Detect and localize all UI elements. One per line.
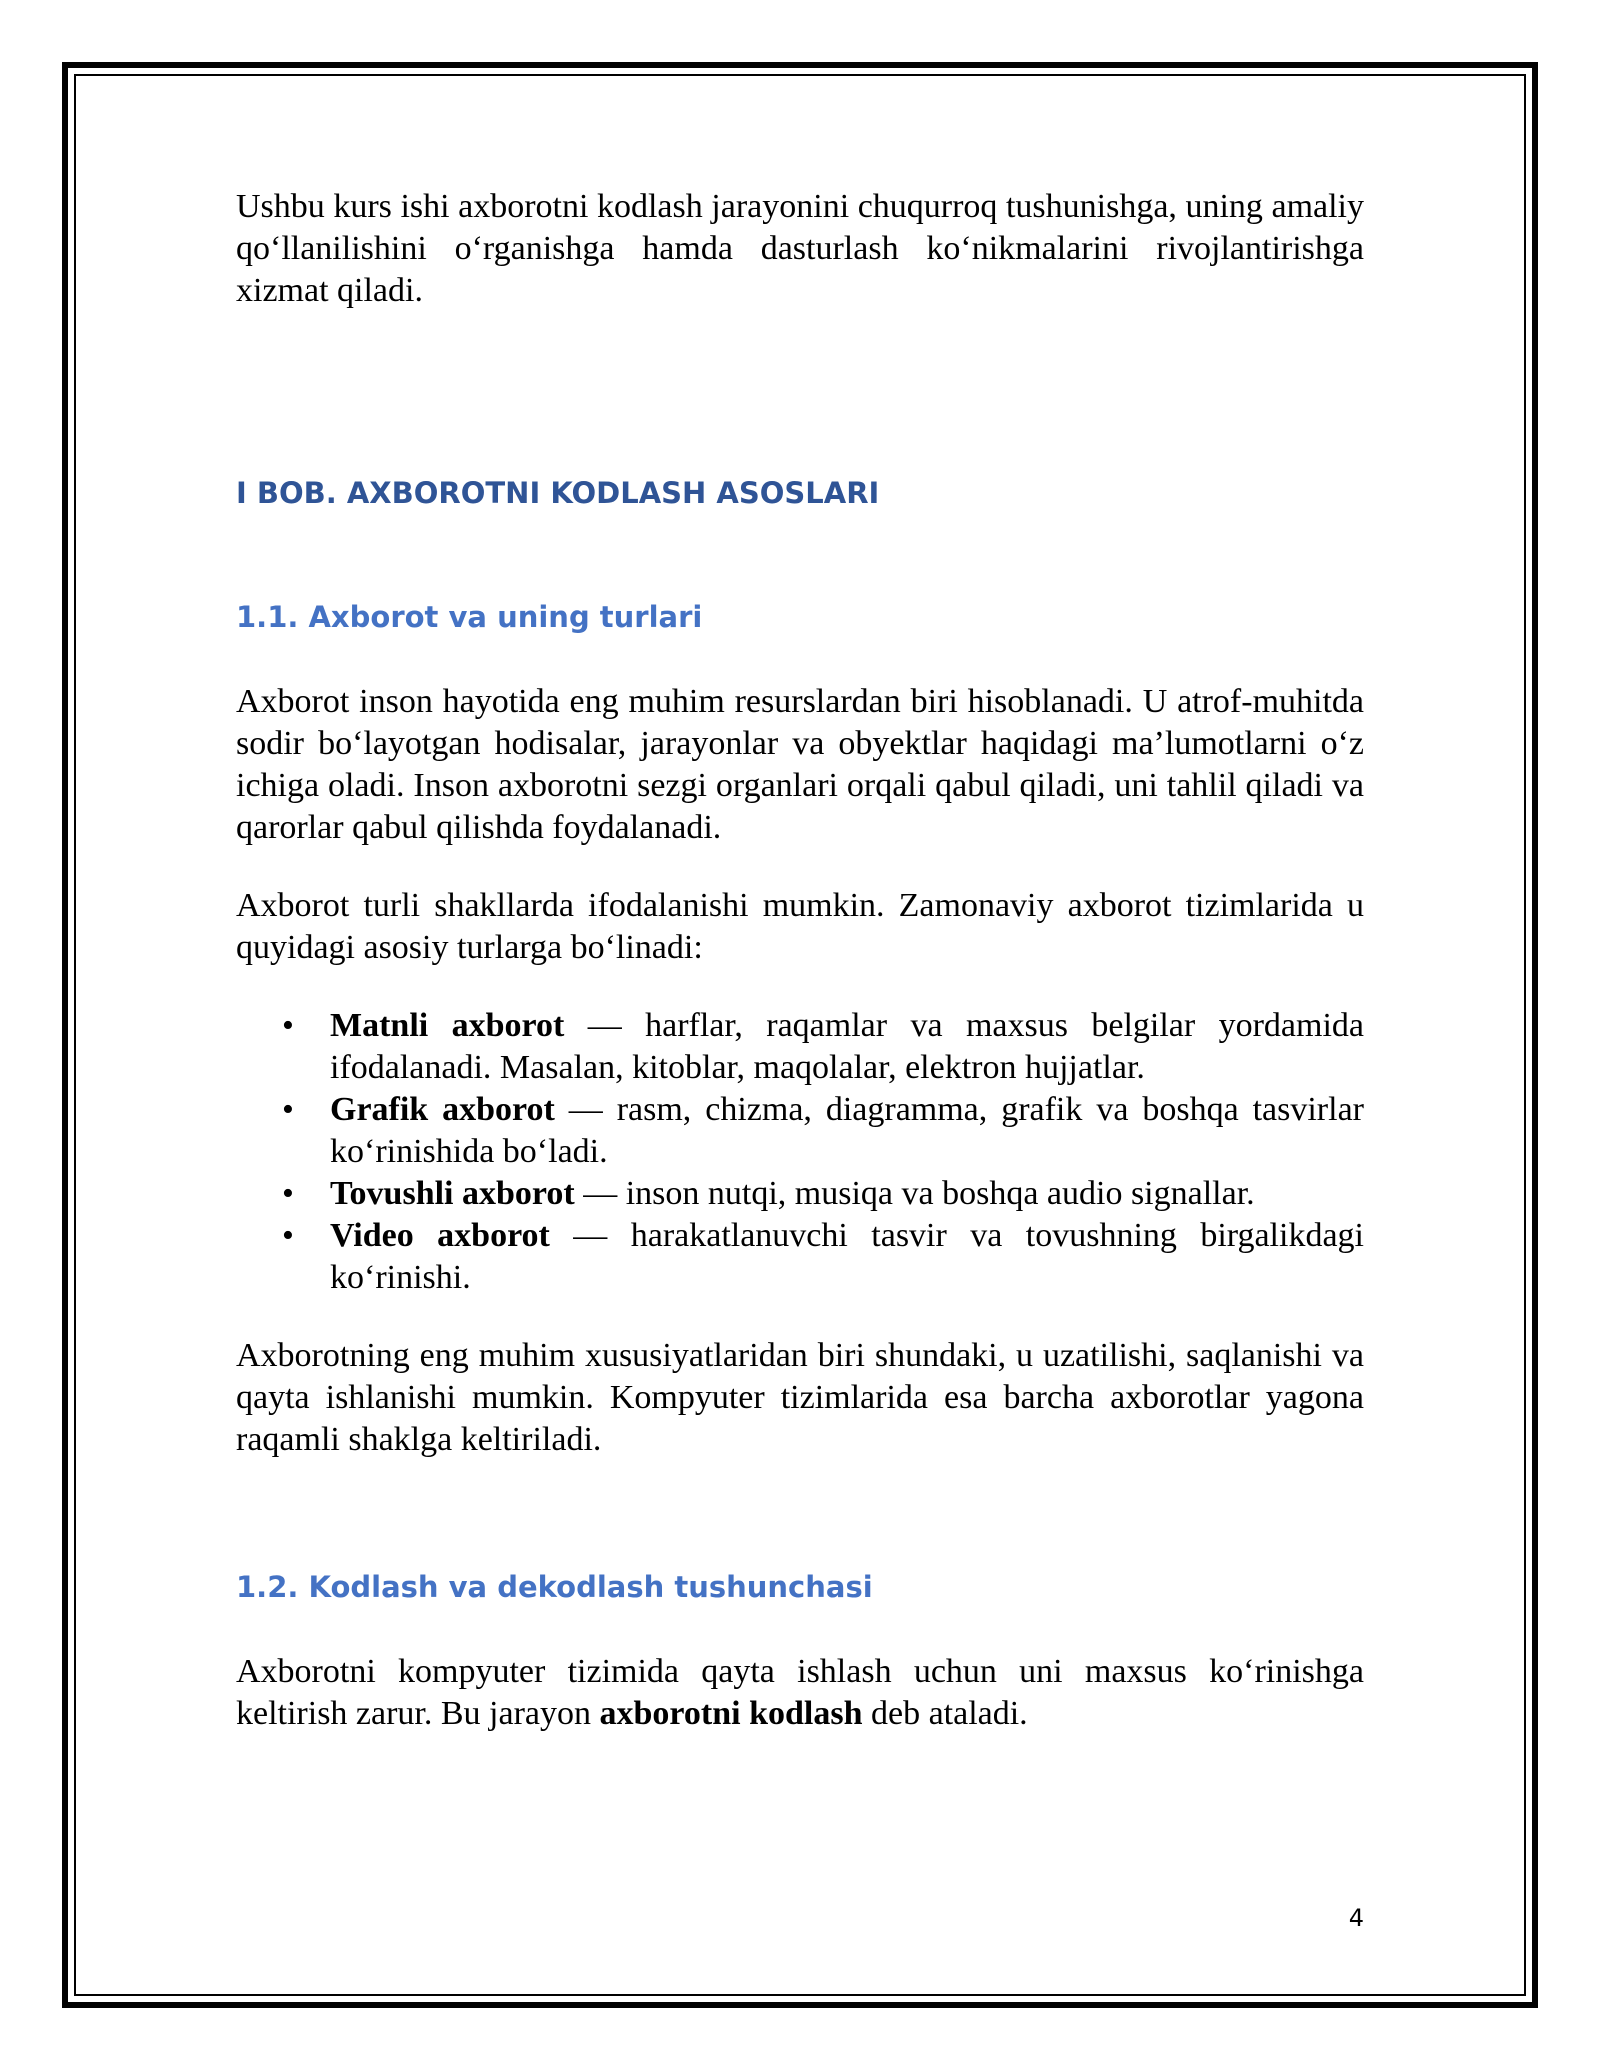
bullet-icon: • [282, 1175, 294, 1212]
list-item-text: — inson nutqi, musiqa va boshqa audio signallar. [574, 1175, 1255, 1212]
list-item [236, 1005, 1364, 1089]
list-item-term: Tovushli axborot [330, 1175, 575, 1212]
paragraph-bold-term: axborotni kodlash [599, 1695, 863, 1732]
list-item [236, 1089, 1364, 1173]
list-item-term: Grafik axborot [330, 1091, 555, 1128]
section-1-1-paragraph-1: Axborot inson hayotida eng muhim resurslardan biri hisoblanadi. U atrof-muhitda sodir bo‘layotgan hodisalar, jarayonlar va obyektlar haqidagi ma’lumotlarni o‘z ichiga oladi. Inson axborotni sezgi organlari orqali qabul qiladi, uni tahlil qiladi va qarorlar qabul qilishda foydalanadi. [236, 683, 1364, 846]
bullet-icon: • [282, 1217, 294, 1254]
section-1-1-paragraph-2: Axborot turli shakllarda ifodalanishi mumkin. Zamonaviy axborot tizimlarida u quyidagi asosiy turlarga bo‘linadi: [236, 887, 1364, 966]
intro-paragraph: Ushbu kurs ishi axborotni kodlash jarayonini chuqurroq tushunishga, uning amaliy qo‘llanilishini o‘rganishga hamda dasturlash ko‘nikmalarini rivojlantirishga xizmat qiladi. [236, 188, 1364, 309]
paragraph-text-part: deb ataladi. [862, 1695, 1028, 1732]
section-1-2-paragraph-1 [236, 1651, 1364, 1735]
chapter-heading: I BOB. AXBOROTNI KODLASH ASOSLARI [236, 476, 880, 510]
list-item [236, 1173, 1364, 1215]
list-item-term: Matnli axborot [330, 1007, 565, 1044]
list-item-text: — rasm, chizma, diagramma, grafik va boshqa tasvirlar ko‘rinishida bo‘ladi. [330, 1091, 1364, 1170]
information-types-list [236, 1005, 1364, 1299]
section-1-1-paragraph-3: Axborotning eng muhim xususiyatlaridan biri shundaki, u uzatilishi, saqlanishi va qayta ishlanishi mumkin. Kompyuter tizimlarida esa barcha axborotlar yagona raqamli shaklga keltiriladi. [236, 1337, 1364, 1458]
bullet-icon: • [282, 1091, 294, 1128]
list-item-term: Video axborot [330, 1217, 550, 1254]
section-heading-1-1: 1.1. Axborot va uning turlari [236, 600, 703, 634]
bullet-icon: • [282, 1007, 294, 1044]
list-item-text: — harakatlanuvchi tasvir va tovushning birgalikdagi ko‘rinishi. [330, 1217, 1364, 1296]
list-item-text: — harflar, raqamlar va maxsus belgilar yordamida ifodalanadi. Masalan, kitoblar, maqolalar, elektron hujjatlar. [330, 1007, 1364, 1086]
page-number: 4 [1348, 1904, 1364, 1932]
section-heading-1-2: 1.2. Kodlash va dekodlash tushunchasi [236, 1570, 873, 1604]
list-item [236, 1215, 1364, 1299]
page-content [236, 186, 1364, 1735]
paragraph-text-part: Axborotni kompyuter tizimida qayta ishlash uchun uni maxsus ko‘rinishga keltirish zarur. Bu jarayon [236, 1653, 1364, 1732]
